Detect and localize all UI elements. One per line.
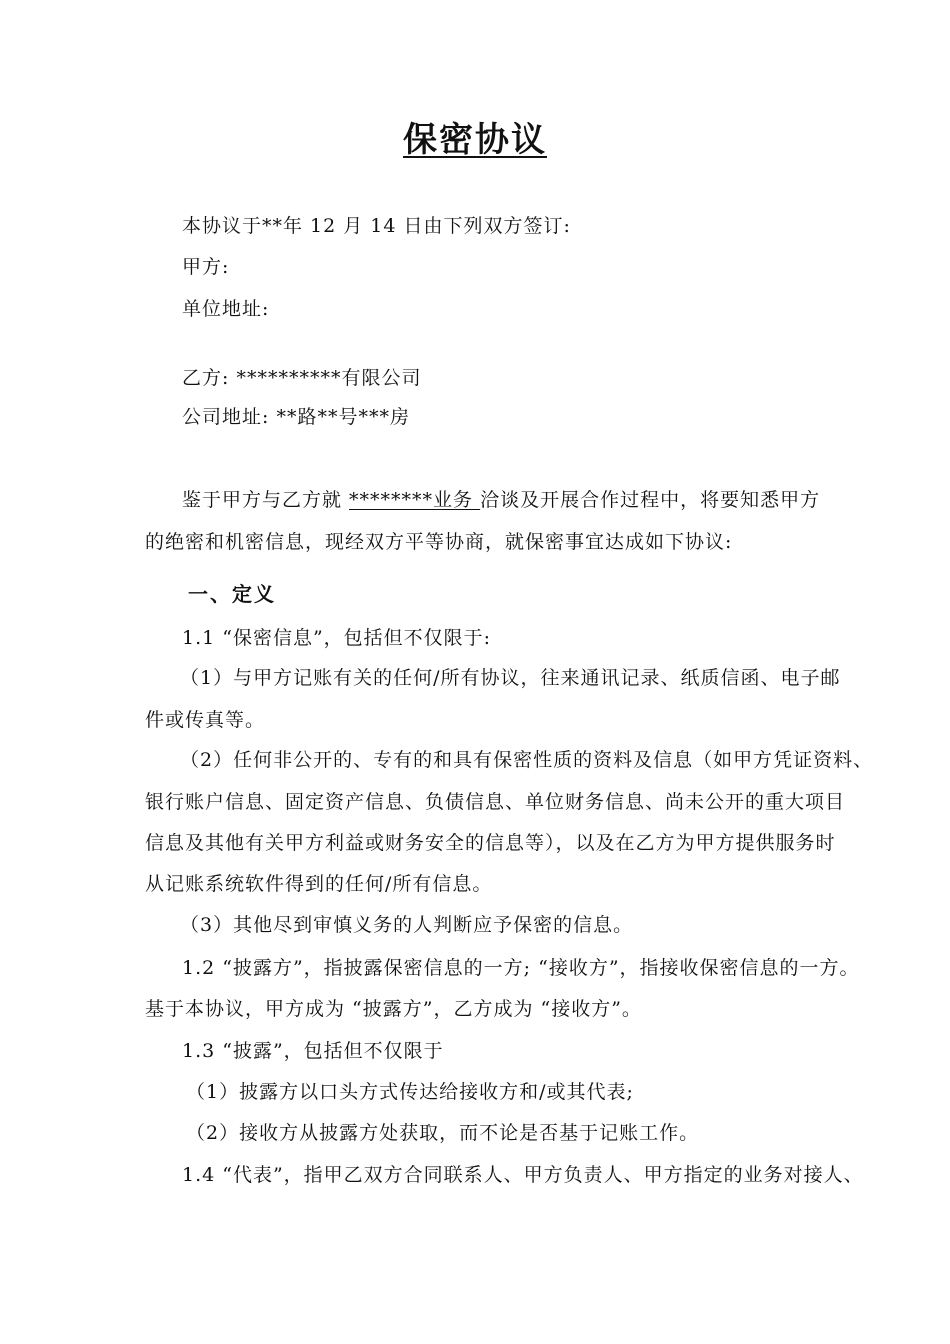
party-b-address: 公司地址: **路**号***房 <box>182 406 410 428</box>
business-name-underlined: ********业务 <box>349 489 481 511</box>
clause-1-3-item-1: （1）披露方以口头方式传达给接收方和/或其代表; <box>186 1081 634 1103</box>
agreement-intro: 本协议于**年 12 月 14 日由下列双方签订: <box>182 215 571 237</box>
preamble-line-1 <box>182 487 820 513</box>
preamble-text-before: 鉴于甲方与乙方就 <box>182 489 350 511</box>
party-a-label: 甲方: <box>182 256 230 278</box>
clause-1-2-line-1: 1.2 “披露方”，指披露保密信息的一方; “接收方”，指接收保密信息的一方。 <box>182 957 860 979</box>
clause-1-1-item-2-line-4: 从记账系统软件得到的任何/所有信息。 <box>145 873 493 895</box>
clause-1-3-item-2: （2）接收方从披露方处获取，而不论是否基于记账工作。 <box>186 1122 700 1144</box>
clause-1-1-item-1-line-1: （1）与甲方记账有关的任何/所有协议，往来通讯记录、纸质信函、电子邮 <box>180 667 841 689</box>
clause-1-1-item-2-line-1: （2）任何非公开的、专有的和具有保密性质的资料及信息（如甲方凭证资料、 <box>180 749 874 771</box>
preamble-text-after: 洽谈及开展合作过程中，将要知悉甲方 <box>480 489 821 511</box>
document-title-text: 保密协议 <box>403 120 547 160</box>
party-a-address-label: 单位地址: <box>182 298 270 320</box>
clause-1-2-line-2: 基于本协议，甲方成为 “披露方”，乙方成为 “接收方”。 <box>145 998 642 1020</box>
section-heading-definitions: 一、定义 <box>188 582 276 606</box>
preamble-line-2: 的绝密和机密信息，现经双方平等协商，就保密事宜达成如下协议: <box>145 531 733 553</box>
clause-1-1: 1.1 “保密信息”，包括但不仅限于: <box>182 627 492 649</box>
clause-1-1-item-2-line-2: 银行账户信息、固定资产信息、负债信息、单位财务信息、尚未公开的重大项目 <box>145 791 846 813</box>
clause-1-1-item-3: （3）其他尽到审慎义务的人判断应予保密的信息。 <box>180 914 634 936</box>
clause-1-1-item-1-line-2: 件或传真等。 <box>145 709 266 731</box>
clause-1-4: 1.4 “代表”，指甲乙双方合同联系人、甲方负责人、甲方指定的业务对接人、 <box>182 1164 864 1186</box>
clause-1-3: 1.3 “披露”，包括但不仅限于 <box>182 1040 444 1062</box>
clause-1-1-item-2-line-3: 信息及其他有关甲方利益或财务安全的信息等），以及在乙方为甲方提供服务时 <box>145 832 836 854</box>
party-b: 乙方: **********有限公司 <box>182 367 422 389</box>
document-title <box>0 112 950 161</box>
